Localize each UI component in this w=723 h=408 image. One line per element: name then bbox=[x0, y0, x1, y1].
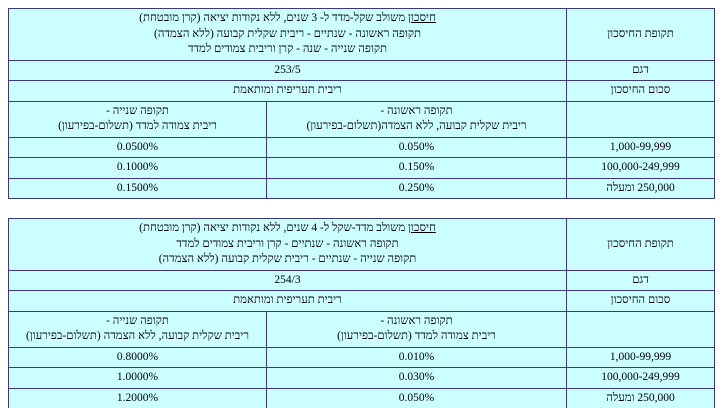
title-line-3: תקופה שנייה - שנתיים - ריבית שקלית קבועה (ללא הצמדה) bbox=[158, 253, 417, 266]
rate-second-period: 1.2000% bbox=[9, 388, 267, 408]
column-header-second-line-1: תקופה שנייה - bbox=[106, 314, 169, 327]
column-header-second-line-2: ריבית שקלית קבועה, ללא הצמדה (תשלום-בפירעון) bbox=[26, 330, 249, 343]
table-row bbox=[9, 347, 715, 368]
column-header-first-line-1: תקופה ראשונה - bbox=[380, 104, 453, 117]
amount-range: 250,000 ומעלה bbox=[567, 178, 715, 199]
title-line-1 bbox=[13, 221, 562, 237]
amount-range: 100,000-249,999 bbox=[567, 368, 715, 389]
title-line-2: תקופה ראשונה - שנתיים - ריבית שקלית קבועה (ללא הצמדה) bbox=[154, 27, 421, 40]
table-row bbox=[9, 270, 715, 291]
column-header-second-period bbox=[9, 311, 267, 347]
column-header-first-period bbox=[267, 311, 567, 347]
table-row bbox=[9, 137, 715, 158]
column-header-first-line-1: תקופה ראשונה - bbox=[380, 314, 453, 327]
rate-first-period: 0.030% bbox=[267, 368, 567, 389]
amount-range: 100,000-249,999 bbox=[567, 158, 715, 179]
rate-first-period: 0.050% bbox=[267, 388, 567, 408]
savings-table bbox=[8, 218, 715, 408]
table-row bbox=[9, 60, 715, 81]
rate-second-period: 1.0000% bbox=[9, 368, 267, 389]
savings-table-1 bbox=[8, 8, 714, 199]
column-header-second-line-1: תקופה שנייה - bbox=[106, 104, 169, 117]
rate-first-period: 0.150% bbox=[267, 158, 567, 179]
rate-first-period: 0.050% bbox=[267, 137, 567, 158]
rates-header: ריבית תעריפית ומותאמת bbox=[9, 81, 567, 102]
amount-range: 1,000-99,999 bbox=[567, 137, 715, 158]
amount-range: 250,000 ומעלה bbox=[567, 388, 715, 408]
title-rest-1: משולב מדד-שקל ל- 4 שנים, ללא נקודות יציאה (קרן מובטחת) bbox=[139, 222, 409, 234]
savings-table bbox=[8, 8, 715, 199]
table-row bbox=[9, 388, 715, 408]
column-header-first-period bbox=[267, 101, 567, 137]
table-row bbox=[9, 368, 715, 389]
empty-corner bbox=[567, 311, 715, 347]
column-header-first-line-2: ריבית צמודה למדד (תשלום-בפירעון) bbox=[337, 330, 496, 343]
model-value: 253/5 bbox=[9, 60, 567, 81]
rate-second-period: 0.0500% bbox=[9, 137, 267, 158]
rate-second-period: 0.8000% bbox=[9, 347, 267, 368]
savings-table-2 bbox=[8, 218, 714, 408]
amount-label: סכום החיסכון bbox=[567, 81, 715, 102]
title-line-3: תקופה שנייה - שנה - קרן וריבית צמודים למדד bbox=[187, 43, 388, 56]
title-underlined-word: חיסכון bbox=[408, 222, 436, 234]
rate-first-period: 0.250% bbox=[267, 178, 567, 199]
table-row bbox=[9, 9, 715, 61]
model-label: דגם bbox=[567, 270, 715, 291]
model-label: דגם bbox=[567, 60, 715, 81]
table-row bbox=[9, 81, 715, 102]
period-label: תקופת החיסכון bbox=[567, 219, 715, 271]
table-header-row bbox=[9, 311, 715, 347]
title-rest-1: משולב שקל-מדד ל- 3 שנים, ללא נקודות יציאה (קרן מובטחת) bbox=[139, 12, 409, 24]
column-header-second-period bbox=[9, 101, 267, 137]
rate-first-period: 0.010% bbox=[267, 347, 567, 368]
table-row bbox=[9, 178, 715, 199]
rates-header: ריבית תעריפית ומותאמת bbox=[9, 291, 567, 312]
title-line-2: תקופה ראשונה - שנתיים - קרן וריבית צמודים למדד bbox=[176, 237, 399, 250]
column-header-second-line-2: ריבית צמודה למדד (תשלום-בפירעון) bbox=[58, 120, 217, 133]
table-header-row bbox=[9, 101, 715, 137]
table-row bbox=[9, 158, 715, 179]
title-underlined-word: חיסכון bbox=[408, 12, 436, 24]
table-row bbox=[9, 219, 715, 271]
table-row bbox=[9, 291, 715, 312]
title-line-1 bbox=[13, 11, 562, 27]
table-title bbox=[9, 219, 567, 271]
empty-corner bbox=[567, 101, 715, 137]
column-header-first-line-2: ריבית שקלית קבועה, ללא הצמדה(תשלום-בפירעון) bbox=[306, 120, 527, 133]
model-value: 254/3 bbox=[9, 270, 567, 291]
amount-range: 1,000-99,999 bbox=[567, 347, 715, 368]
period-label: תקופת החיסכון bbox=[567, 9, 715, 61]
table-title bbox=[9, 9, 567, 61]
amount-label: סכום החיסכון bbox=[567, 291, 715, 312]
rate-second-period: 0.1000% bbox=[9, 158, 267, 179]
rate-second-period: 0.1500% bbox=[9, 178, 267, 199]
